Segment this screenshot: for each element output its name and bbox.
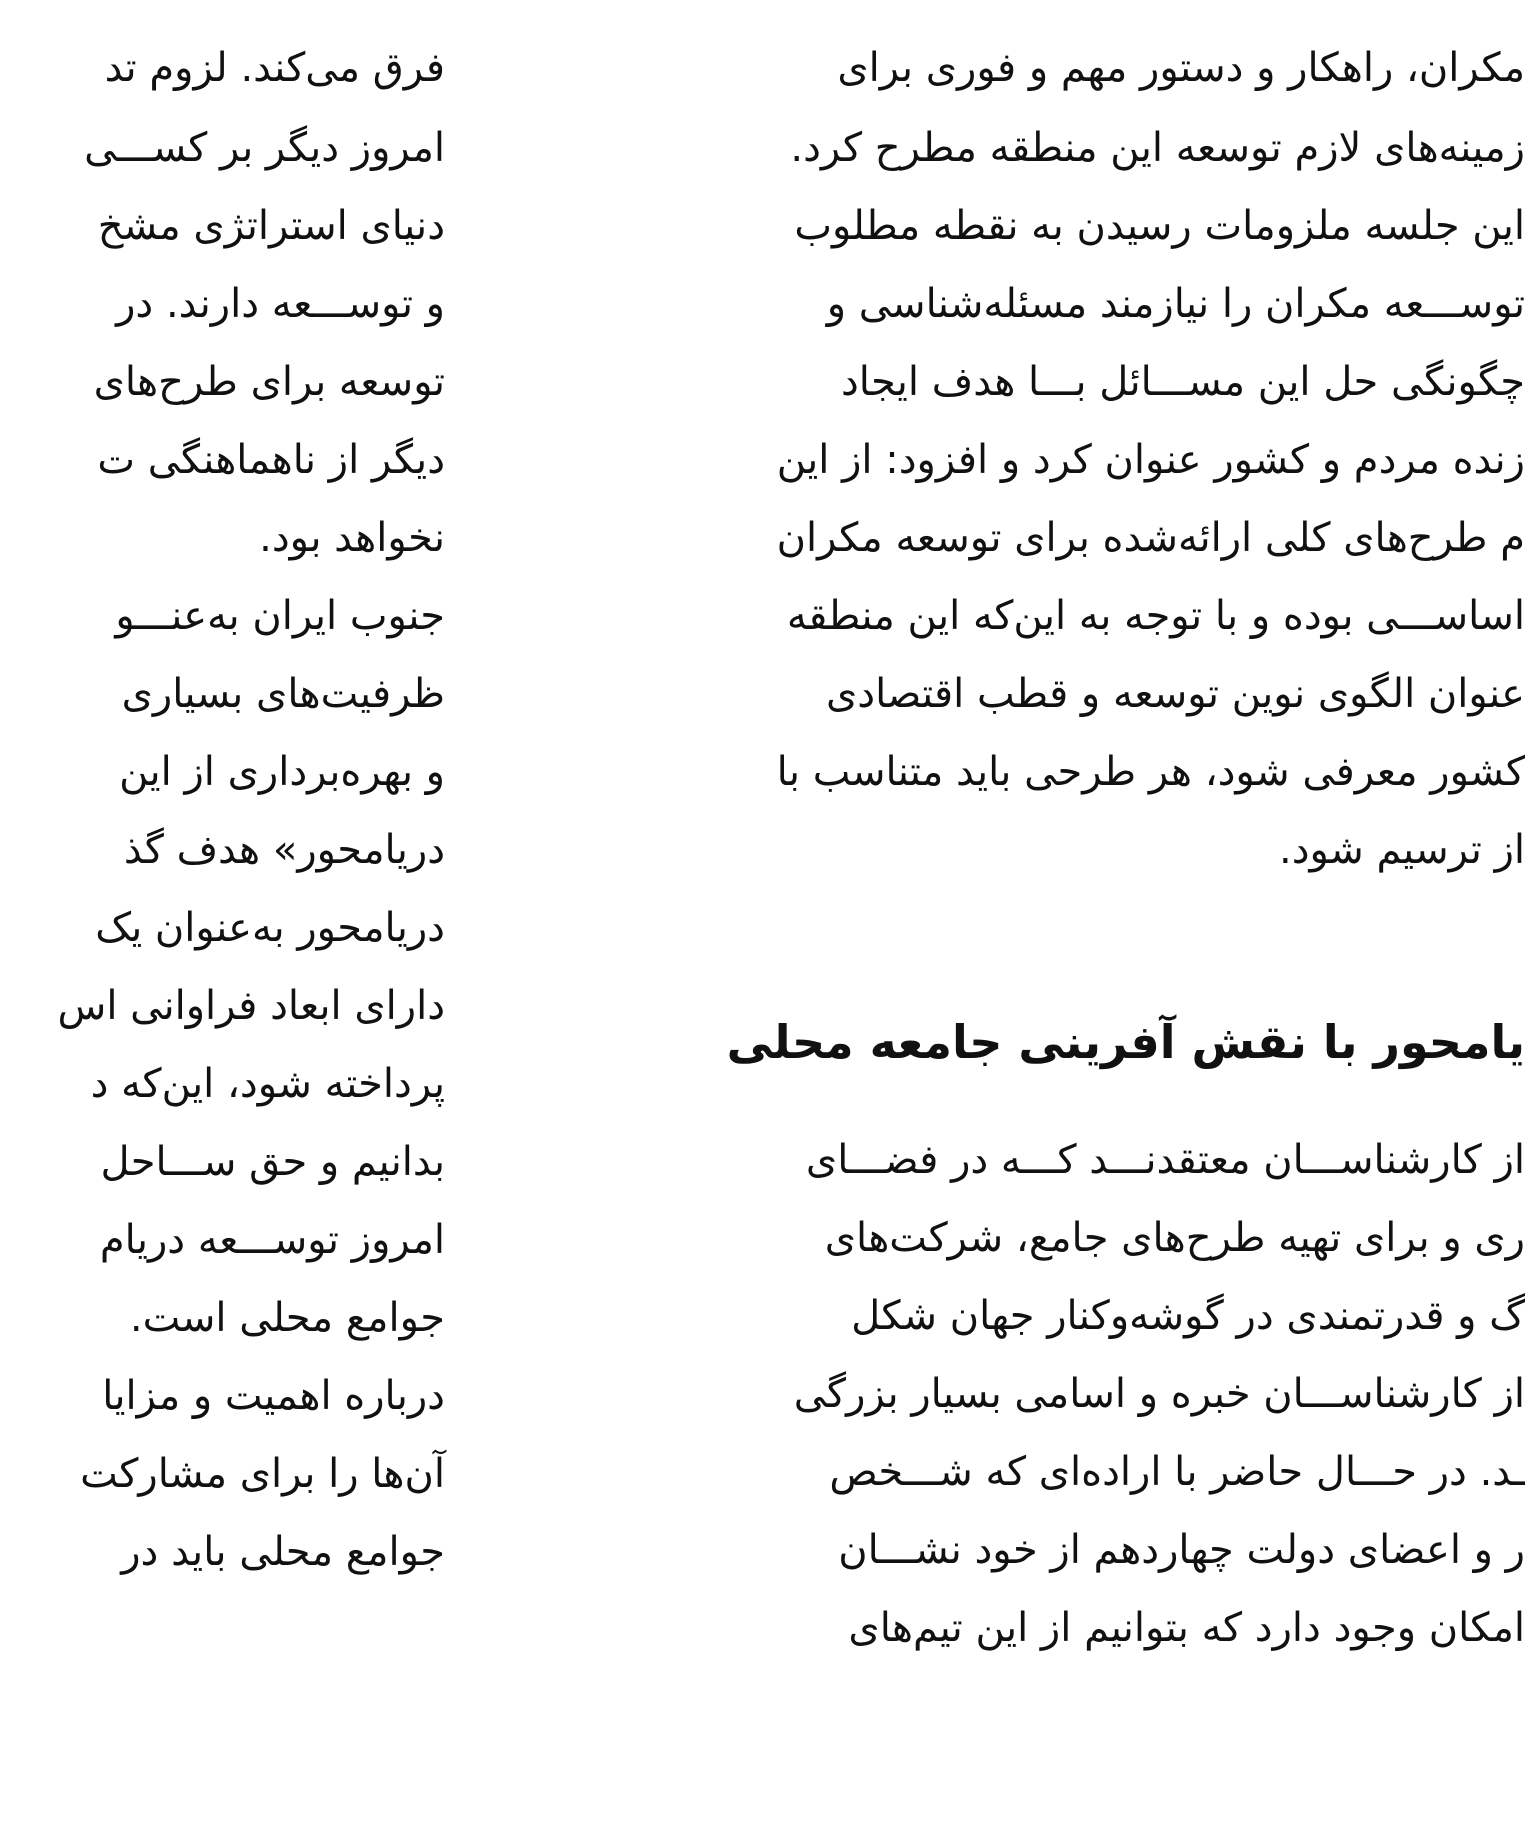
text-line: امکان وجود دارد که بتوانیم از این تیم‌های [848, 1605, 1525, 1651]
text-line: م طرح‌های کلی ارائه‌شده برای توسعه مکران [776, 515, 1525, 561]
article-right-column [545, 0, 1525, 1826]
text-line: بدانیم و حق ســـاحل [100, 1139, 445, 1185]
text-line: ـد. در حـــال حاضر با اراده‌ای که شـــخص [829, 1449, 1525, 1495]
text-line: زنده مردم و کشور عنوان کرد و افزود: از این [776, 437, 1525, 483]
text-line: پرداخته شود، این‌که د [90, 1061, 445, 1107]
text-line: فرق می‌کند. لزوم تد [104, 45, 445, 91]
text-line: جنوب ایران به‌عنـــو [115, 593, 445, 639]
text-line: ری و برای تهیه طرح‌های جامع، شرکت‌های [824, 1215, 1525, 1261]
text-line: دیگر از ناهماهنگی ت [97, 437, 445, 483]
text-line: کشور معرفی شود، هر طرحی باید متناسب با [776, 749, 1525, 795]
text-line: و بهره‌برداری از این [119, 749, 445, 795]
text-line: توسعه برای طرح‌های [93, 359, 445, 405]
text-line: نخواهد بود. [259, 515, 445, 561]
text-line: دریامحور به‌عنوان یک [95, 905, 445, 951]
text-line: عنوان الگوی نوین توسعه و قطب اقتصادی [825, 671, 1525, 717]
section-heading: یامحور با نقش آفرینی جامعه محلی [726, 1015, 1525, 1069]
text-line: جوامع محلی باید در [121, 1529, 445, 1575]
text-line: دارای ابعاد فراوانی اس [57, 983, 445, 1029]
text-line: چگونگی حل این مســـائل بـــا هدف ایجاد [840, 359, 1525, 405]
text-line: امروز توســـعه دریام [99, 1217, 445, 1263]
text-line: آن‌ها را برای مشارکت [80, 1451, 445, 1497]
text-line: ر و اعضای دولت چهاردهم از خود نشـــان [838, 1527, 1525, 1573]
text-line: دنیای استراتژی مشخ [97, 203, 445, 249]
text-line: از ترسیم شود. [1279, 827, 1525, 873]
text-line: ظرفیت‌های بسیاری [121, 671, 445, 717]
text-line: از کارشناســـان معتقدنـــد کـــه در فضـــای [805, 1137, 1525, 1183]
text-line: توســـعه مکران را نیازمند مسئله‌شناسی و [826, 281, 1525, 327]
text-line: این جلسه ملزومات رسیدن به نقطه مطلوب [794, 203, 1525, 249]
text-line: جوامع محلی است. [129, 1295, 445, 1341]
text-line: از کارشناســـان خبره و اسامی بسیار بزرگی [793, 1371, 1525, 1417]
text-line: درباره اهمیت و مزایا [102, 1373, 445, 1419]
text-line: زمینه‌های لازم توسعه این منطقه مطرح کرد. [790, 125, 1525, 171]
text-line: گ و قدرتمندی در گوشه‌وکنار جهان شکل [851, 1293, 1525, 1339]
article-left-column [0, 0, 500, 1826]
text-line: و توســـعه دارند. در [116, 281, 445, 327]
text-line: امروز دیگر بر کســـی [84, 125, 445, 171]
text-line: دریامحور» هدف گذ [123, 827, 445, 873]
text-line: مکران، راهکار و دستور مهم و فوری برای [837, 45, 1525, 91]
text-line: اساســـی بوده و با توجه به این‌که این منطقه [786, 593, 1525, 639]
